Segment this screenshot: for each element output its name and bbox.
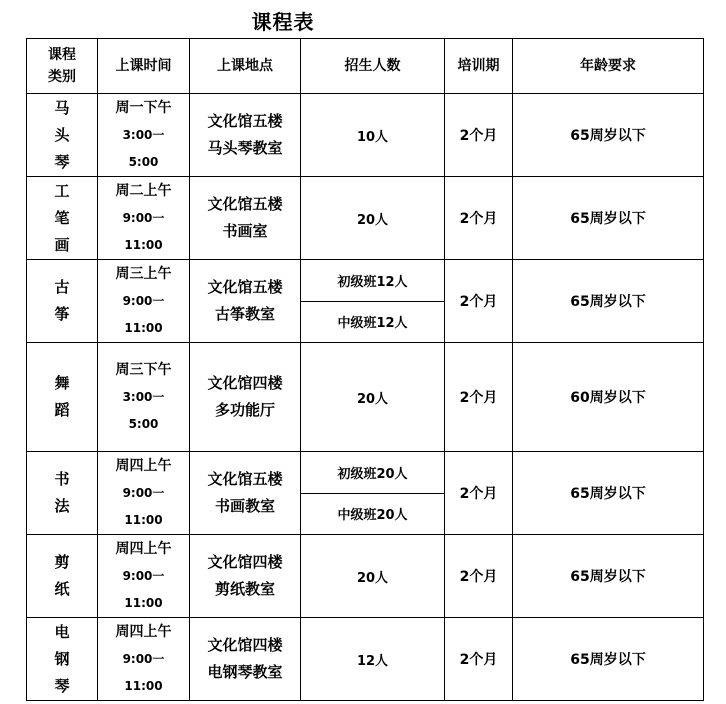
header-category (27, 39, 98, 94)
class-time-end: 11:00 (124, 320, 163, 335)
course-category-char: 马 (54, 98, 70, 117)
class-day: 周四上午 (115, 540, 172, 557)
course-category-char: 钢 (54, 649, 70, 668)
class-location-cell (190, 343, 301, 452)
class-time-end: 5:00 (128, 416, 159, 431)
class-location-line: 文化馆五楼 (207, 112, 283, 130)
header-row (27, 39, 704, 94)
enrollment-cell: 20人 (301, 343, 445, 452)
class-day: 周一下午 (115, 99, 172, 116)
age-requirement-cell: 65周岁以下 (513, 618, 704, 701)
table-row (27, 343, 704, 452)
class-time-cell (98, 343, 190, 452)
training-period-cell: 2个月 (445, 260, 513, 343)
table-row (27, 535, 704, 618)
training-period-cell: 2个月 (445, 618, 513, 701)
class-day: 周四上午 (115, 457, 172, 474)
class-time-cell (98, 260, 190, 343)
header-location: 上课地点 (190, 39, 301, 94)
class-location-line: 电钢琴教室 (207, 663, 283, 681)
course-category-cell (27, 94, 98, 177)
class-location-line: 文化馆四楼 (207, 374, 283, 392)
class-location-line: 马头琴教室 (207, 139, 283, 157)
course-category-cell (27, 618, 98, 701)
header-enrollment: 招生人数 (301, 39, 445, 94)
class-time-end: 11:00 (124, 595, 163, 610)
class-location-cell (190, 535, 301, 618)
course-category-cell (27, 343, 98, 452)
class-time-start: 3:00一 (122, 389, 165, 404)
header-time: 上课时间 (98, 39, 190, 94)
class-location-line: 文化馆五楼 (207, 195, 283, 213)
table-row (27, 177, 704, 260)
course-category-cell (27, 452, 98, 535)
header-period: 培训期 (445, 39, 513, 94)
class-day: 周四上午 (115, 623, 172, 640)
class-time-start: 9:00一 (122, 210, 165, 225)
course-category-char: 法 (54, 497, 70, 515)
course-category-char: 工 (54, 181, 70, 200)
enrollment-cell: 中级班12人 (301, 301, 445, 343)
training-period-cell: 2个月 (445, 343, 513, 452)
class-time-cell (98, 177, 190, 260)
table-row (27, 94, 704, 177)
age-requirement-cell: 65周岁以下 (513, 177, 704, 260)
enrollment-cell: 中级班20人 (301, 493, 445, 535)
enrollment-cell: 初级班12人 (301, 260, 445, 302)
table-row (27, 452, 704, 494)
enrollment-cell: 20人 (301, 177, 445, 260)
class-time-end: 11:00 (124, 512, 163, 527)
page-title: 课程表 (251, 10, 315, 34)
enrollment-cell: 10人 (301, 94, 445, 177)
class-time-cell (98, 535, 190, 618)
training-period-cell: 2个月 (445, 535, 513, 618)
training-period-cell: 2个月 (445, 452, 513, 535)
training-period-cell: 2个月 (445, 177, 513, 260)
training-period-cell: 2个月 (445, 94, 513, 177)
class-time-end: 11:00 (124, 678, 163, 693)
enrollment-cell: 20人 (301, 535, 445, 618)
class-location-line: 古筝教室 (214, 305, 275, 323)
class-location-line: 多功能厅 (214, 401, 275, 419)
header-category-line2: 类别 (48, 69, 76, 85)
class-time-cell (98, 618, 190, 701)
course-category-char: 头 (54, 125, 70, 144)
class-day: 周三下午 (115, 361, 172, 378)
header-age: 年龄要求 (513, 39, 704, 94)
class-time-cell (98, 452, 190, 535)
course-category-char: 剪 (54, 553, 70, 571)
table-row (27, 260, 704, 302)
age-requirement-cell: 65周岁以下 (513, 94, 704, 177)
course-category-char: 蹈 (54, 401, 70, 419)
course-category-char: 琴 (54, 152, 70, 171)
class-location-cell (190, 94, 301, 177)
class-location-cell (190, 618, 301, 701)
class-location-line: 剪纸教室 (214, 580, 275, 598)
class-location-cell (190, 452, 301, 535)
class-time-end: 5:00 (128, 154, 159, 169)
course-category-char: 琴 (54, 676, 70, 695)
class-location-line: 文化馆四楼 (207, 636, 283, 654)
class-location-line: 书画教室 (214, 497, 275, 515)
class-day: 周二上午 (115, 182, 172, 199)
age-requirement-cell: 60周岁以下 (513, 343, 704, 452)
course-category-char: 书 (54, 470, 70, 488)
class-location-line: 文化馆五楼 (207, 278, 283, 296)
class-location-line: 文化馆四楼 (207, 553, 283, 571)
schedule-table (26, 38, 704, 701)
enrollment-cell: 12人 (301, 618, 445, 701)
class-time-start: 3:00一 (122, 127, 165, 142)
class-location-line: 书画室 (222, 222, 268, 240)
course-category-cell (27, 177, 98, 260)
age-requirement-cell: 65周岁以下 (513, 452, 704, 535)
class-time-start: 9:00一 (122, 651, 165, 666)
course-category-cell (27, 535, 98, 618)
course-category-char: 画 (54, 235, 70, 254)
course-category-cell (27, 260, 98, 343)
course-category-char: 笔 (54, 208, 70, 227)
age-requirement-cell: 65周岁以下 (513, 535, 704, 618)
class-time-start: 9:00一 (122, 485, 165, 500)
class-time-end: 11:00 (124, 237, 163, 252)
table-row (27, 618, 704, 701)
course-category-char: 纸 (54, 580, 70, 598)
enrollment-cell: 初级班20人 (301, 452, 445, 494)
class-location-cell (190, 177, 301, 260)
age-requirement-cell: 65周岁以下 (513, 260, 704, 343)
class-day: 周三上午 (115, 265, 172, 282)
class-time-start: 9:00一 (122, 293, 165, 308)
class-location-cell (190, 260, 301, 343)
class-time-start: 9:00一 (122, 568, 165, 583)
course-category-char: 舞 (54, 374, 70, 392)
class-time-cell (98, 94, 190, 177)
header-category-line1: 课程 (48, 47, 76, 63)
class-location-line: 文化馆五楼 (207, 470, 283, 488)
course-category-char: 筝 (54, 305, 70, 323)
course-category-char: 电 (54, 622, 70, 641)
course-category-char: 古 (54, 278, 70, 296)
